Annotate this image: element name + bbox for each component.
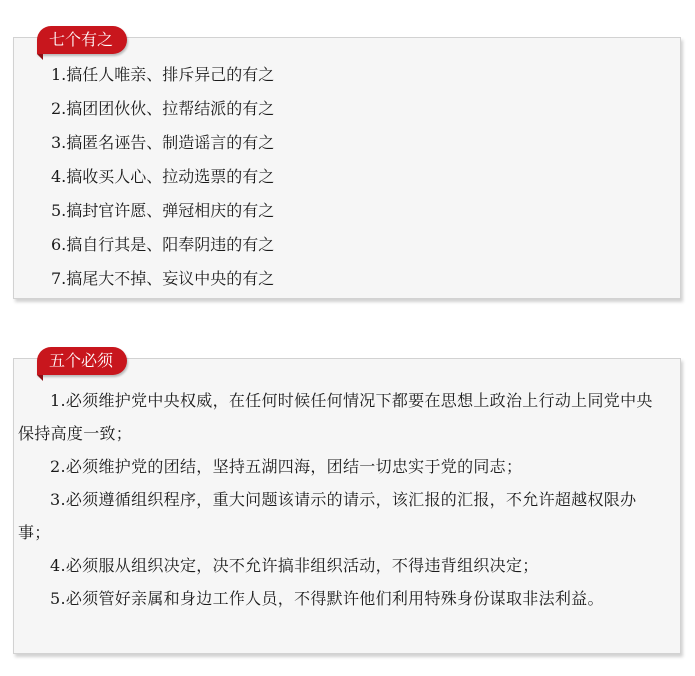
five-musts-tag: 五个必须 [37, 347, 127, 375]
list-item: 2.搞团团伙伙、拉帮结派的有之 [51, 99, 275, 118]
list-item: 6.搞自行其是、阳奉阴违的有之 [51, 235, 275, 254]
list-item: 5.必须管好亲属和身边工作人员，不得默许他们利用特殊身份谋取非法利益。 [50, 589, 604, 608]
list-item: 2.必须维护党的团结，坚持五湖四海，团结一切忠实于党的同志； [50, 457, 523, 476]
list-item: 5.搞封官许愿、弹冠相庆的有之 [51, 201, 275, 220]
list-item: 1.必须维护党中央权威，在任何时候任何情况下都要在思想上政治上行动上同党中央保持高度一致； [18, 391, 653, 443]
list-item: 3.必须遵循组织程序，重大问题该请示的请示，该汇报的汇报，不允许超越权限办事； [18, 490, 637, 542]
list-item: 4.搞收买人心、拉动选票的有之 [51, 167, 275, 186]
seven-cases-list [51, 62, 274, 300]
seven-cases-tag: 七个有之 [37, 26, 127, 54]
list-item: 1.搞任人唯亲、排斥异己的有之 [51, 65, 275, 84]
list-item: 4.必须服从组织决定，决不允许搞非组织活动，不得违背组织决定； [50, 556, 539, 575]
list-item: 3.搞匿名诬告、制造谣言的有之 [51, 133, 275, 152]
list-item: 7.搞尾大不掉、妄议中央的有之 [51, 269, 275, 288]
five-musts-list [18, 384, 663, 615]
